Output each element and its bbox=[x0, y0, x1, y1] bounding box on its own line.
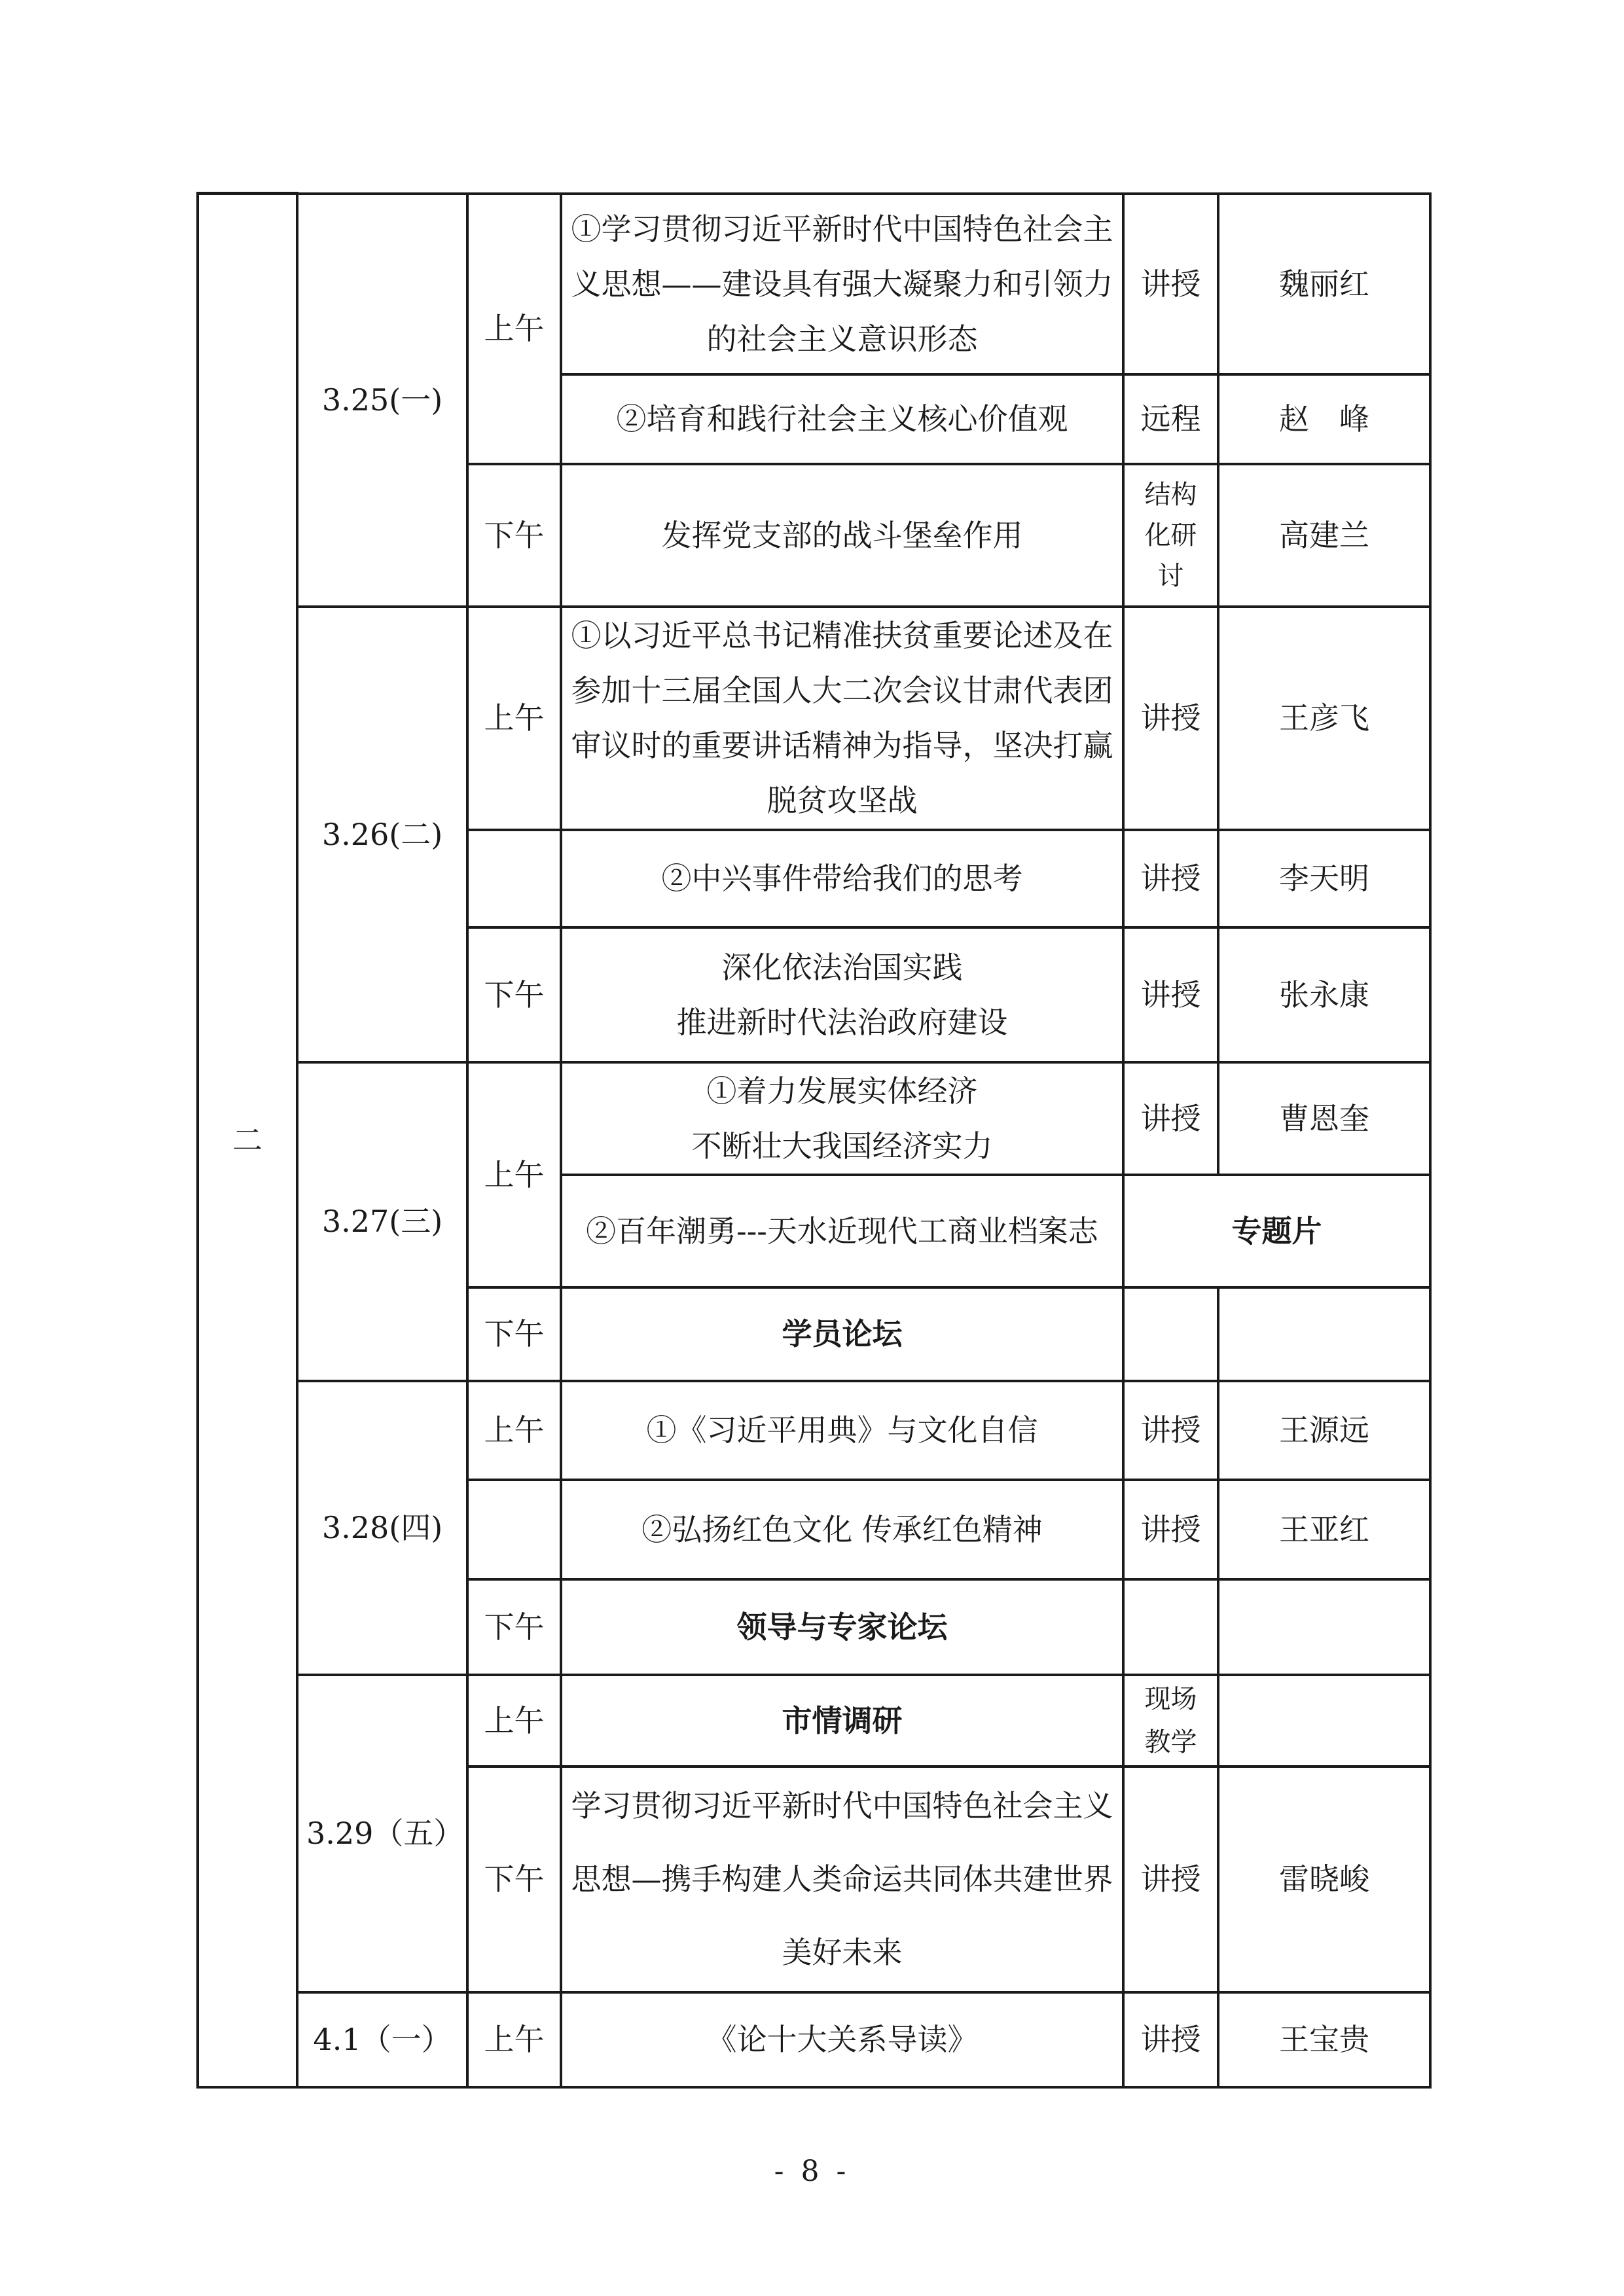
format-cell: 讲授 bbox=[1123, 1992, 1218, 2087]
date-cell: 3.26(二) bbox=[297, 607, 467, 1062]
date-cell: 3.29（五） bbox=[297, 1675, 467, 1992]
date-cell: 3.27(三) bbox=[297, 1062, 467, 1381]
table-row bbox=[198, 1062, 1430, 1175]
format-cell bbox=[1123, 1287, 1218, 1381]
teacher-cell: 魏丽红 bbox=[1218, 194, 1430, 374]
teacher-cell: 王宝贵 bbox=[1218, 1992, 1430, 2087]
topic-cell: 学习贯彻习近平新时代中国特色社会主义思想—携手构建人类命运共同体共建世界美好未来 bbox=[561, 1767, 1123, 1992]
format-cell: 远程 bbox=[1123, 374, 1218, 464]
time-cell: 上午 bbox=[467, 1675, 561, 1767]
format-cell: 讲授 bbox=[1123, 1062, 1218, 1175]
topic-line: 不断壮大我国经济实力 bbox=[691, 1128, 993, 1164]
topic-cell bbox=[561, 927, 1123, 1062]
topic-cell: 学员论坛 bbox=[561, 1287, 1123, 1381]
time-cell: 上午 bbox=[467, 1381, 561, 1480]
time-cell bbox=[467, 1480, 561, 1579]
time-cell: 下午 bbox=[467, 1287, 561, 1381]
topic-cell: ①《习近平用典》与文化自信 bbox=[561, 1381, 1123, 1480]
time-cell: 上午 bbox=[467, 1062, 561, 1287]
training-schedule-table bbox=[196, 192, 1432, 2089]
topic-cell bbox=[561, 1062, 1123, 1175]
format-cell: 讲授 bbox=[1123, 830, 1218, 927]
time-cell: 上午 bbox=[467, 194, 561, 464]
format-cell: 讲授 bbox=[1123, 927, 1218, 1062]
time-cell: 上午 bbox=[467, 1992, 561, 2087]
topic-cell: 市情调研 bbox=[561, 1675, 1123, 1767]
teacher-cell: 雷晓峻 bbox=[1218, 1767, 1430, 1992]
teacher-cell: 王源远 bbox=[1218, 1381, 1430, 1480]
time-cell: 下午 bbox=[467, 1579, 561, 1675]
format-cell: 讲授 bbox=[1123, 1480, 1218, 1579]
topic-line: ①着力发展实体经济 bbox=[706, 1073, 978, 1109]
time-cell: 下午 bbox=[467, 1767, 561, 1992]
format-cell: 现场教学 bbox=[1123, 1675, 1218, 1767]
page-number: - 8 - bbox=[774, 2155, 850, 2188]
topic-line: 深化依法治国实践 bbox=[721, 949, 963, 985]
table-row bbox=[198, 1992, 1430, 2087]
teacher-cell: 高建兰 bbox=[1218, 464, 1430, 607]
teacher-cell: 王彦飞 bbox=[1218, 607, 1430, 830]
format-cell: 讲授 bbox=[1123, 1767, 1218, 1992]
topic-cell: 领导与专家论坛 bbox=[561, 1579, 1123, 1675]
teacher-cell bbox=[1218, 1287, 1430, 1381]
teacher-cell: 李天明 bbox=[1218, 830, 1430, 927]
teacher-cell: 曹恩奎 bbox=[1218, 1062, 1430, 1175]
topic-cell: 《论十大关系导读》 bbox=[561, 1992, 1123, 2087]
week-cell: 二 bbox=[198, 194, 297, 2087]
topic-line: 推进新时代法治政府建设 bbox=[676, 1004, 1008, 1040]
teacher-cell: 张永康 bbox=[1218, 927, 1430, 1062]
topic-cell: ②培育和践行社会主义核心价值观 bbox=[561, 374, 1123, 464]
format-merged-cell: 专题片 bbox=[1123, 1175, 1430, 1287]
table-row bbox=[198, 607, 1430, 830]
topic-cell: 发挥党支部的战斗堡垒作用 bbox=[561, 464, 1123, 607]
format-cell: 讲授 bbox=[1123, 1381, 1218, 1480]
topic-cell: ①学习贯彻习近平新时代中国特色社会主义思想——建设具有强大凝聚力和引领力的社会主义意识形态 bbox=[561, 194, 1123, 374]
teacher-cell bbox=[1218, 1675, 1430, 1767]
date-cell: 4.1（一） bbox=[297, 1992, 467, 2087]
time-cell: 上午 bbox=[467, 607, 561, 830]
format-cell: 结构化研讨 bbox=[1123, 464, 1218, 607]
topic-cell: ②百年潮勇---天水近现代工商业档案志 bbox=[561, 1175, 1123, 1287]
teacher-cell bbox=[1218, 1579, 1430, 1675]
topic-cell: ①以习近平总书记精准扶贫重要论述及在参加十三届全国人大二次会议甘肃代表团审议时的重要讲话精神为指导，坚决打赢脱贫攻坚战 bbox=[561, 607, 1123, 830]
time-cell: 下午 bbox=[467, 464, 561, 607]
teacher-cell: 王亚红 bbox=[1218, 1480, 1430, 1579]
table-row bbox=[198, 1381, 1430, 1480]
time-cell bbox=[467, 830, 561, 927]
table-row bbox=[198, 194, 1430, 374]
date-cell: 3.28(四) bbox=[297, 1381, 467, 1675]
date-cell: 3.25(一) bbox=[297, 194, 467, 607]
topic-cell: ②弘扬红色文化 传承红色精神 bbox=[561, 1480, 1123, 1579]
format-cell: 讲授 bbox=[1123, 194, 1218, 374]
format-cell bbox=[1123, 1579, 1218, 1675]
table-row bbox=[198, 1675, 1430, 1767]
topic-cell: ②中兴事件带给我们的思考 bbox=[561, 830, 1123, 927]
time-cell: 下午 bbox=[467, 927, 561, 1062]
teacher-cell: 赵 峰 bbox=[1218, 374, 1430, 464]
format-cell: 讲授 bbox=[1123, 607, 1218, 830]
